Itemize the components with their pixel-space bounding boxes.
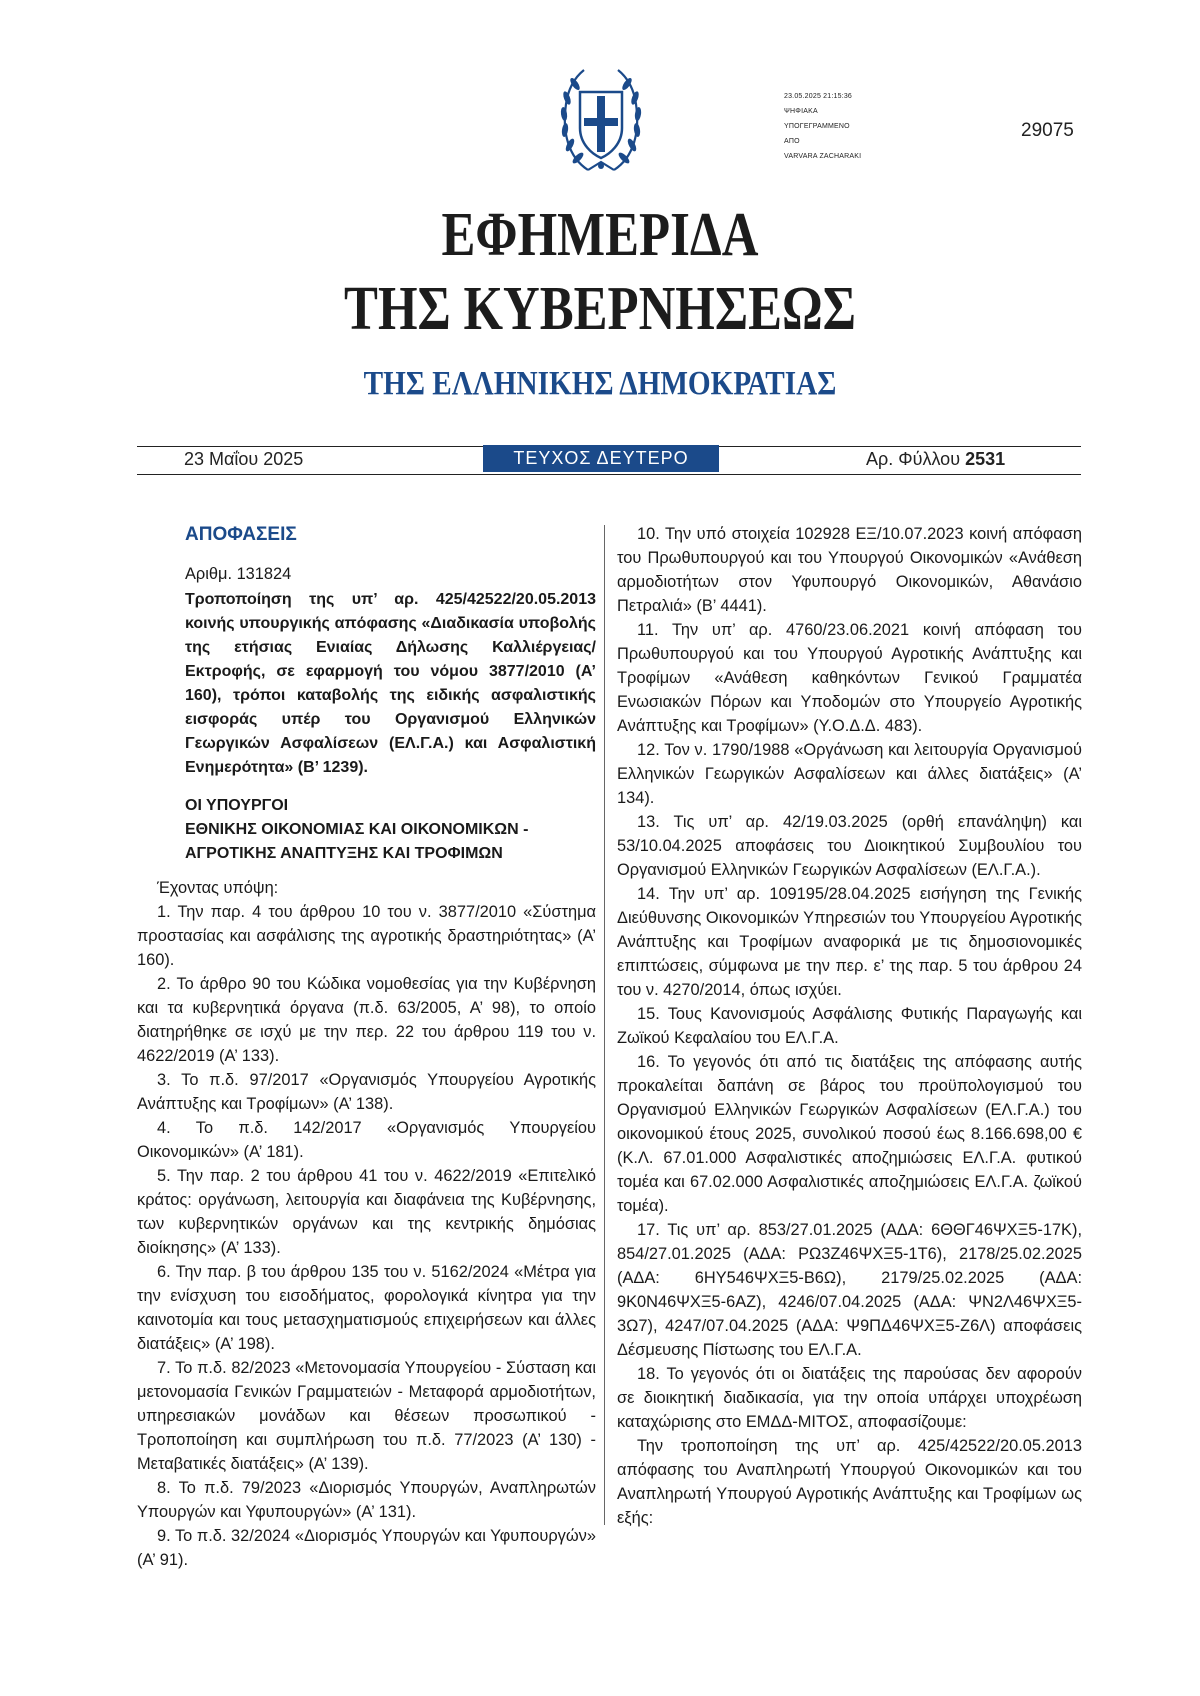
ministers-line: ΟΙ ΥΠΟΥΡΓΟΙ	[185, 797, 289, 814]
masthead-subtitle: ΤΗΣ ΕΛΛΗΝΙΚΗΣ ΔΗΜΟΚΡΑΤΙΑΣ	[363, 365, 837, 402]
ministers-heading	[137, 794, 596, 866]
paragraph: 9. Το π.δ. 32/2024 «Διορισμός Υπουργών και Υφυπουργών» (Α’ 91).	[137, 1527, 596, 1569]
right-column	[617, 522, 1082, 1530]
ministers-line: ΑΓΡΟΤΙΚΗΣ ΑΝΑΠΤΥΞΗΣ ΚΑΙ ΤΡΟΦΙΜΩΝ	[185, 845, 503, 862]
paragraph: 14. Την υπ’ αρ. 109195/28.04.2025 εισήγηση της Γενικής Διεύθυνσης Οικονομικών Υπηρεσιών του Υπουργείου Αγροτικής Ανάπτυξης και Τροφίμων αναφορικά με τις δημοσιονομικές επιπτώσεις, σύμφωνα με την περ. ε’ της παρ. 5 του άρθρου 24 του ν. 4270/2014, όπως ισχύει.	[617, 885, 1082, 999]
paragraph: 17. Τις υπ’ αρ. 853/27.01.2025 (ΑΔΑ: 6ΘΘΓ46ΨΧΞ5-17Κ), 854/27.01.2025 (ΑΔΑ: ΡΩ3Ζ46ΨΧΞ5-1Τ6), 2178/25.02.2025 (ΑΔΑ: 6ΗΥ546ΨΧΞ5-Β6Ω), 2179/25.02.2025 (ΑΔΑ: 9Κ0Ν46ΨΧΞ5-6ΑΖ), 4246/07.04.2025 (ΑΔΑ: ΨΝ2Λ46ΨΧΞ5-3Ω7), 4247/07.04.2025 (ΑΔΑ: Ψ9ΠΔ46ΨΧΞ5-Ζ6Λ) αποφάσεις Δέσμευσης Πίστωσης του ΕΛ.Γ.Α.	[617, 1221, 1082, 1359]
ministers-line: ΕΘΝΙΚΗΣ ΟΙΚΟΝΟΜΙΑΣ ΚΑΙ ΟΙΚΟΝΟΜΙΚΩΝ -	[185, 821, 529, 838]
paragraph: Έχοντας υπόψη:	[157, 879, 279, 897]
signature-signer: VARVARA ZACHARAKI	[784, 153, 862, 160]
paragraph: 8. Το π.δ. 79/2023 «Διορισμός Υπουργών, Αναπληρωτών Υπουργών και Υφυπουργών» (Α’ 131).	[137, 1479, 596, 1521]
page-number: 29075	[1021, 120, 1074, 141]
masthead-title-line1: ΕΦΗΜΕΡΙΔΑ	[441, 201, 759, 269]
signature-line: ΨΗΦΙΑΚΑ	[784, 108, 818, 115]
column-divider	[604, 525, 605, 1525]
issue-date: 23 Μαΐου 2025	[184, 449, 304, 469]
signature-line: ΑΠΟ	[784, 138, 800, 145]
paragraph: 7. Το π.δ. 82/2023 «Μετονομασία Υπουργείου - Σύσταση και μετονομασία Γενικών Γραμματειών - Μεταφορά αρμοδιοτήτων, υπηρεσιακών μονάδων και θέσεων προσωπικού - Τροποποίηση και συμπλήρωση του π.δ. 77/2023 (Α’ 130) - Μεταβατικές διατάξεις» (Α’ 139).	[137, 1359, 596, 1473]
decision-number: Αριθμ. 131824	[185, 565, 292, 583]
paragraph: 11. Την υπ’ αρ. 4760/23.06.2021 κοινή απόφαση του Πρωθυπουργού και του Υπουργού Αγροτικής Ανάπτυξης και Τροφίμων «Ανάθεση καθηκόντων Γενικού Γραμματέα Ενωσιακών Πόρων και Υποδομών στο Υπουργείο Αγροτικής Ανάπτυξης και Τροφίμων» (Υ.Ο.Δ.Δ. 483).	[617, 621, 1082, 735]
paragraph: 5. Την παρ. 2 του άρθρου 41 του ν. 4622/2019 «Επιτελικό κράτος: οργάνωση, λειτουργία και διαφάνεια της Κυβέρνησης, των κυβερνητικών οργάνων και της κεντρικής δημόσιας διοίκησης» (Α’ 133).	[137, 1167, 596, 1257]
sheet-number-label: Αρ. Φύλλου	[866, 449, 961, 469]
paragraph: 15. Τους Κανονισμούς Ασφάλισης Φυτικής Παραγωγής και Ζωϊκού Κεφαλαίου του ΕΛ.Γ.Α.	[617, 1005, 1082, 1047]
issue-volume-badge: ΤΕΥΧΟΣ ΔΕΥΤΕΡΟ	[483, 445, 719, 472]
digital-signature-stamp	[784, 89, 861, 164]
signature-line: ΥΠΟΓΕΓΡΑΜΜΕΝΟ	[784, 123, 850, 130]
masthead-title-line2: ΤΗΣ ΚΥΒΕΡΝΗΣΕΩΣ	[344, 275, 856, 343]
sheet-number-value: 2531	[965, 449, 1006, 469]
paragraph: 3. Το π.δ. 97/2017 «Οργανισμός Υπουργείου Αγροτικής Ανάπτυξης και Τροφίμων» (Α’ 138).	[137, 1071, 596, 1113]
paragraph: 13. Τις υπ’ αρ. 42/19.03.2025 (ορθή επανάληψη) και 53/10.04.2025 αποφάσεις του Διοικητικού Συμβουλίου του Οργανισμού Ελληνικών Γεωργικών Ασφαλίσεων (ΕΛ.Γ.Α.).	[617, 813, 1082, 879]
paragraph: 16. Το γεγονός ότι από τις διατάξεις της απόφασης αυτής προκαλείται δαπάνη σε βάρος του προϋπολογισμού του Οργανισμού Ελληνικών Γεωργικών Ασφαλίσεων (ΕΛ.Γ.Α.) του οικονομικού έτους 2025, συνολικού ποσού έως 8.166.698,00 € (Κ.Λ. 67.01.000 Ασφαλιστικές αποζημιώσεις ΕΛ.Γ.Α. φυτικού τομέα και 67.02.000 Ασφαλιστικές αποζημιώσεις ΕΛ.Γ.Α. ζωϊκού τομέα).	[617, 1053, 1082, 1215]
paragraph: 6. Την παρ. β του άρθρου 135 του ν. 5162/2024 «Μέτρα για την ενίσχυση του εισοδήματος, φορολογικά κίνητρα για την καινοτομία και τους μετασχηματισμούς επιχειρήσεων και άλλες διατάξεις» (Α’ 198).	[137, 1263, 596, 1353]
paragraph: 4. Το π.δ. 142/2017 «Οργανισμός Υπουργείου Οικονομικών» (Α’ 181).	[137, 1119, 596, 1161]
left-column	[137, 522, 596, 1572]
greek-coat-of-arms-emblem	[558, 62, 644, 180]
paragraph: Την τροποποίηση της υπ’ αρ. 425/42522/20.05.2013 απόφασης του Αναπληρωτή Υπουργού Οικονομικών και του Αναπληρωτή Υπουργού Αγροτικής Ανάπτυξης και Τροφίμων ως εξής:	[617, 1437, 1082, 1527]
decision-subject: Τροποποίηση της υπ’ αρ. 425/42522/20.05.2013 κοινής υπουργικής απόφασης «Διαδικασία υποβολής της ετήσιας Ενιαίας Δήλωσης Καλλιέργειας/Εκτροφής, σε εφαρμογή του νόμου 3877/2010 (Α’ 160), τρόποι καταβολής της ειδικής ασφαλιστικής εισφοράς υπέρ του Οργανισμού Ελληνικών Γεωργικών Ασφαλίσεων (ΕΛ.Γ.Α.) και Ασφαλιστική Ενημερότητα» (Β’ 1239).	[185, 591, 596, 776]
signature-timestamp: 23.05.2025 21:15:36	[784, 93, 853, 100]
paragraph: 18. Το γεγονός ότι οι διατάξεις της παρούσας δεν αφορούν σε διοικητική διαδικασία, για την οποία υπάρχει υποχρέωση καταχώρισης στο ΕΜΔΔ-ΜΙΤΟΣ, αποφασίζουμε:	[617, 1365, 1082, 1431]
paragraph: 12. Τον ν. 1790/1988 «Οργάνωση και λειτουργία Οργανισμού Ελληνικών Γεωργικών Ασφαλίσεων και άλλες διατάξεις» (Α’ 134).	[617, 741, 1082, 807]
paragraph: 2. Το άρθρο 90 του Κώδικα νομοθεσίας για την Κυβέρνηση και τα κυβερνητικά όργανα (π.δ. 63/2005, Α’ 98), το οποίο διατηρήθηκε σε ισχύ με την περ. 22 του άρθρου 119 του ν. 4622/2019 (Α’ 133).	[137, 975, 596, 1065]
paragraph: 1. Την παρ. 4 του άρθρου 10 του ν. 3877/2010 «Σύστημα προστασίας και ασφάλισης της αγροτικής δραστηριότητας» (Α’ 160).	[137, 903, 596, 969]
section-title: ΑΠΟΦΑΣΕΙΣ	[185, 524, 297, 545]
header-rule-bottom	[137, 474, 1081, 475]
sheet-number	[866, 449, 1005, 470]
paragraph: 10. Την υπό στοιχεία 102928 ΕΞ/10.07.2023 κοινή απόφαση του Πρωθυπουργού και του Υπουργού Οικονομικών «Ανάθεση αρμοδιοτήτων στον Υφυπουργό Οικονομικών, Αθανάσιο Πετραλιά» (Β’ 4441).	[617, 525, 1082, 615]
